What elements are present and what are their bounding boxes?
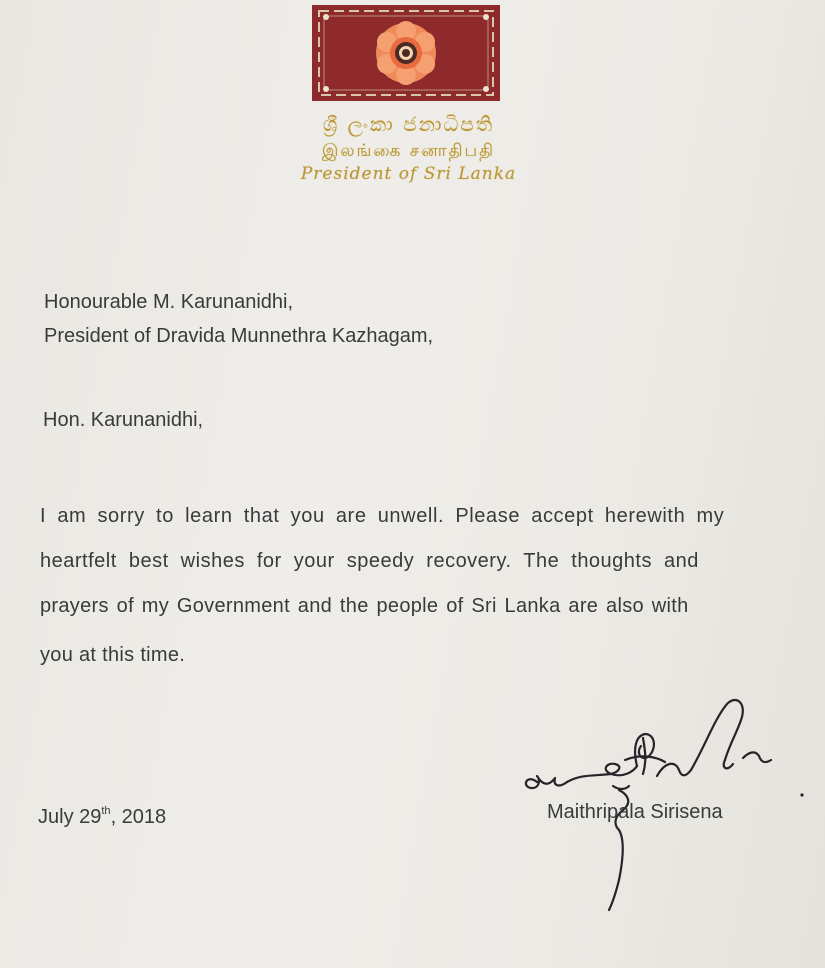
salutation: Hon. Karunanidhi,: [43, 409, 204, 431]
presidential-emblem-icon: [312, 5, 500, 101]
body-line-3: prayers of my Government and the people of Sri Lanka are also with: [40, 595, 689, 617]
letterhead-tamil-title: இலங்கை சனாதிபதி: [321, 141, 496, 161]
letterhead-english-title: President of Sri Lanka: [300, 164, 517, 184]
date-ordinal-suffix: th: [101, 805, 111, 817]
letter-date: [38, 805, 166, 829]
date-year: , 2018: [110, 806, 167, 828]
letterhead-sinhala-title: ශ්‍රී ලංකා ජනාධිපති: [322, 112, 495, 136]
body-line-2: heartfelt best wishes for your speedy recovery. The thoughts and: [40, 550, 699, 572]
signatory-name: Maithripala Sirisena: [547, 801, 723, 823]
body-line-1: I am sorry to learn that you are unwell. Please accept herewith my: [40, 505, 725, 527]
recipient-name: Honourable M. Karunanidhi,: [44, 291, 294, 313]
recipient-title: President of Dravida Munnethra Kazhagam,: [44, 325, 434, 347]
date-prefix: July 29: [38, 806, 102, 828]
body-line-4: you at this time.: [40, 644, 186, 666]
